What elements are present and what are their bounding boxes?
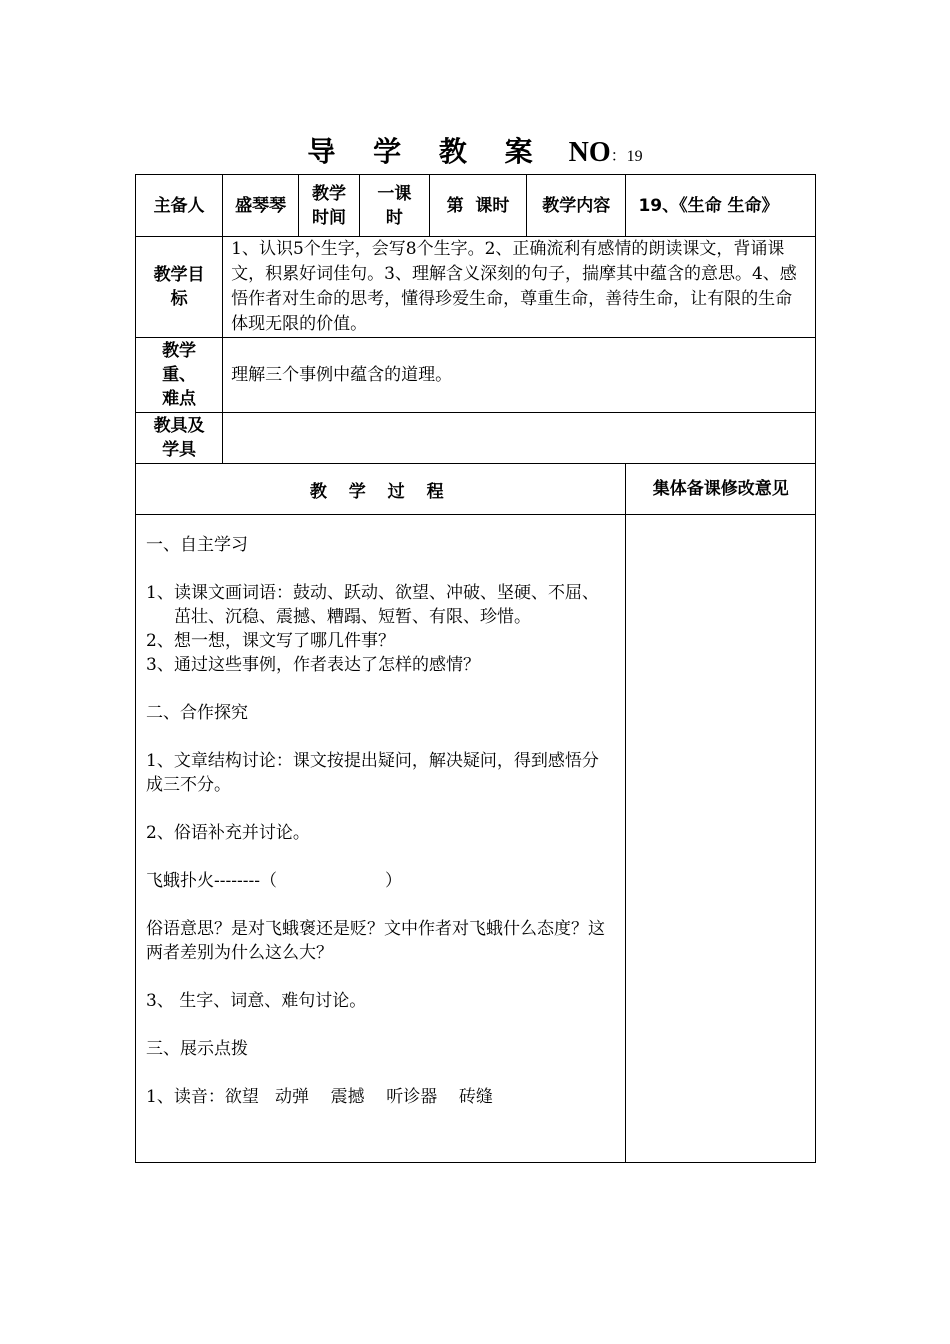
host-name: 盛琴琴 [223,175,299,237]
content-value: 19、《生命 生命》 [626,175,816,237]
content-label: 教学内容 [527,175,626,237]
hours-value: 一课时 [359,175,429,237]
header-row [136,175,816,237]
section-2-title: 二、合作探究 [146,703,248,723]
section-2-paragraph: 3、 生字、词意、难句讨论。 [146,991,367,1011]
section-2-paragraph: 1、文章结构讨论：课文按提出疑问，解决疑问，得到感悟分成三不分。 [146,751,599,795]
title-no-sep: ： [610,148,627,165]
proverb-blank: 飞蛾扑火--------（ ） [146,871,403,891]
key-points-row [136,338,816,413]
tools-row [136,413,816,464]
revision-label: 集体备课修改意见 [626,464,816,515]
process-content [136,515,626,1163]
section-3-paragraph: 1、读音：欲望 动弹 震撼 听诊器 砖缝 [146,1087,493,1107]
tools-label: 教具及学具 [136,413,223,464]
goals-text: 1、认识5个生字，会写8个生字。2、正确流利有感情的朗读课文，背诵课文，积累好词佳句。3、理解含义深刻的句子，揣摩其中蕴含的意思。4、感悟作者对生命的思考，懂得珍爱生命，尊重生命，善待生命，让有限的生命体现无限的价值。 [223,237,816,338]
section-1-title: 一、自主学习 [146,535,248,555]
title-no-value: 19 [626,148,643,165]
tools-text [223,413,816,464]
list-item: 2、 想一想，课文写了哪几件事？ [146,631,395,651]
key-points-label: 教学重、难点 [136,338,223,413]
goals-label: 教学目标 [136,237,223,338]
process-body-row [136,515,816,1163]
host-label: 主备人 [136,175,223,237]
goals-row [136,237,816,338]
lesson-plan-table [135,174,816,1163]
section-3-title: 三、展示点拨 [146,1039,248,1059]
key-points-text: 理解三个事例中蕴含的道理。 [223,338,816,413]
period-value: 第 课时 [429,175,526,237]
list-item: 1、 读课文画词语：鼓动、跃动、欲望、冲破、坚硬、不屈、茁壮、沉稳、震撼、糟蹋、短暂、有限、珍惜。 [146,583,599,627]
revision-notes-cell [626,515,816,1163]
section-2-paragraph: 俗语意思？是对飞蛾褒还是贬？文中作者对飞蛾什么态度？这两者差别为什么这么大？ [146,919,605,963]
title-no-label: NO [568,137,611,168]
time-label: 教学时间 [299,175,360,237]
process-header-row [136,464,816,515]
section-2-paragraph: 2、俗语补充并讨论。 [146,823,310,843]
document-title [0,130,950,170]
list-item: 3、 通过这些事例，作者表达了怎样的感情？ [146,655,480,675]
title-main: 导 学 教 案 [307,135,547,168]
process-label: 教 学 过 程 [136,464,626,515]
